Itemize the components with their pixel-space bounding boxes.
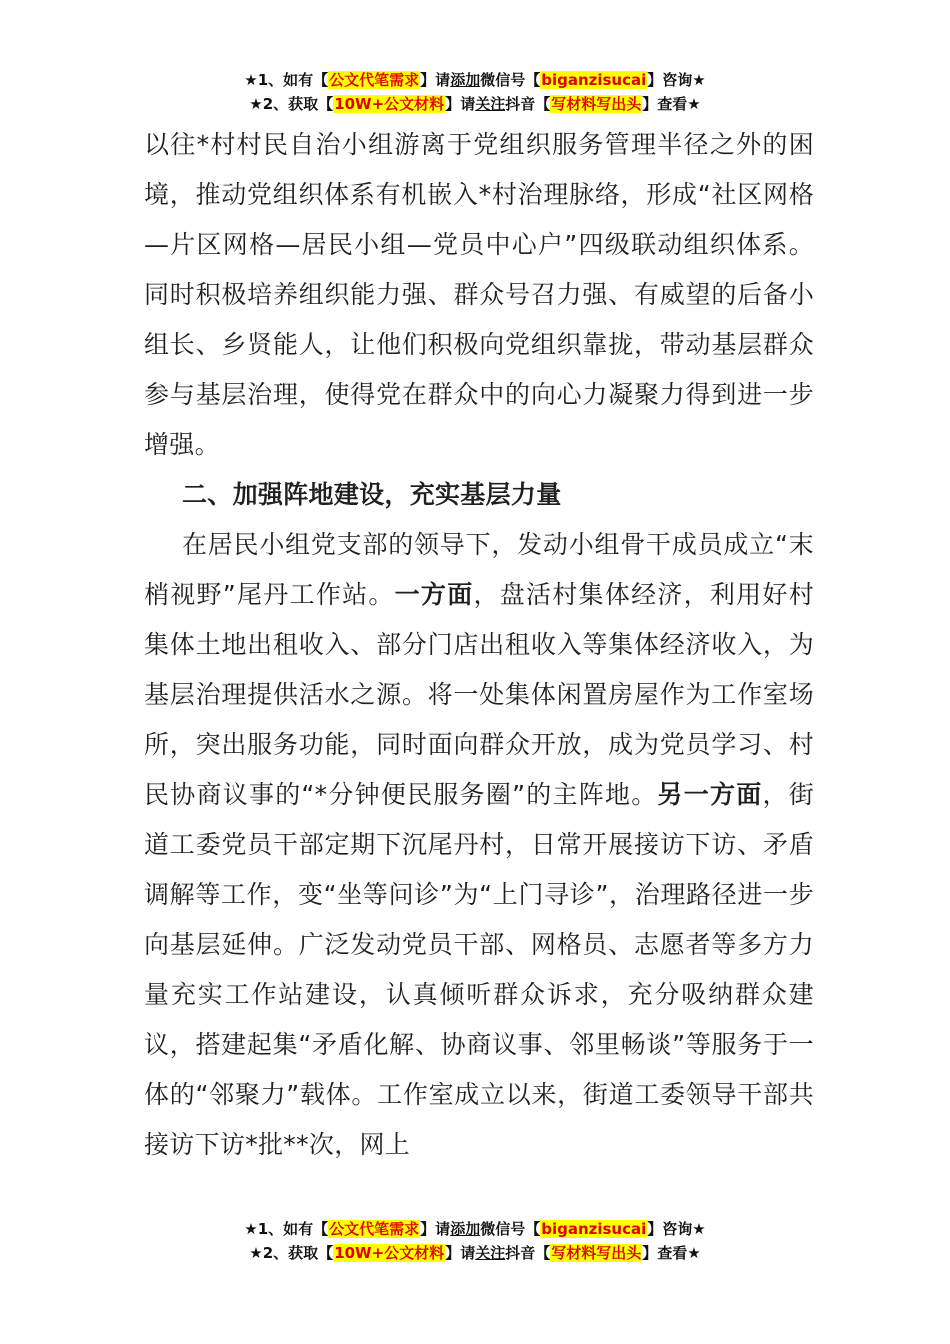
banner-highlight-materials: 10W+公文材料 (334, 95, 445, 113)
banner-text: ★2、获取【 (249, 1244, 334, 1262)
banner-line-1 (0, 68, 950, 92)
banner-text: 】咨询★ (647, 1220, 706, 1238)
banner-text: 】请 (420, 71, 451, 89)
banner-highlight-materials: 10W+公文材料 (334, 1244, 445, 1262)
banner-highlight-wechat-id: biganzisucai (541, 1220, 647, 1238)
banner-highlight-service: 公文代笔需求 (329, 71, 420, 89)
banner-line-2 (0, 1241, 950, 1265)
document-body (144, 120, 814, 1170)
banner-text: 抖音【 (505, 95, 551, 113)
banner-highlight-wechat-id: biganzisucai (541, 71, 647, 89)
header-banner (0, 68, 950, 116)
paragraph-text: ，盘活村集体经济，利用好村集体土地出租收入、部分门店出租收入等集体经济收入，为基层治理提供活水之源。将一处集体闲置房屋作为工作室场所，突出服务功能，同时面向群众开放，成为党员学习、村民协商议事的“*分钟便民服务圈”的主阵地。 (144, 580, 815, 809)
banner-text: 】查看★ (642, 1244, 701, 1262)
banner-text: 】请 (445, 95, 476, 113)
banner-emphasis: 关注 (475, 95, 506, 113)
banner-highlight-douyin-id: 写材料写出头 (551, 1244, 642, 1262)
banner-text: 微信号【 (480, 1220, 541, 1238)
banner-text: 】请 (420, 1220, 451, 1238)
banner-text: 】咨询★ (647, 71, 706, 89)
section-heading: 二、加强阵地建设，充实基层力量 (182, 480, 562, 509)
paragraph-text: ，街道工委党员干部定期下沉尾丹村，日常开展接访下访、矛盾调解等工作，变“坐等问诊”为“上门寻诊”，治理路径进一步向基层延伸。广泛发动党员干部、网格员、志愿者等多方力量充实工作站建设，认真倾听群众诉求，充分吸纳群众建议，搭建起集“矛盾化解、协商议事、邻里畅谈”等服务于一体的“邻聚力”载体。工作室成立以来，街道工委领导干部共接访下访*批**次，网上 (144, 780, 814, 1159)
banner-text: ★1、如有【 (244, 71, 329, 89)
banner-emphasis: 添加 (450, 1220, 481, 1238)
paragraph-1: 以往*村村民自治小组游离于党组织服务管理半径之外的困境，推动党组织体系有机嵌入*村治理脉络，形成“社区网格—片区网格—居民小组—党员中心户”四级联动组织体系。同时积极培养组织能力强、群众号召力强、有威望的后备小组长、乡贤能人，让他们积极向党组织靠拢，带动基层群众参与基层治理，使得党在群众中的向心力凝聚力得到进一步增强。 (144, 130, 814, 459)
bold-phrase: 一方面 (394, 580, 474, 609)
banner-highlight-douyin-id: 写材料写出头 (551, 95, 642, 113)
banner-emphasis: 添加 (450, 71, 481, 89)
banner-text: 微信号【 (480, 71, 541, 89)
banner-text: ★1、如有【 (244, 1220, 329, 1238)
footer-banner (0, 1217, 950, 1265)
bold-phrase: 另一方面 (657, 780, 763, 809)
banner-emphasis: 关注 (475, 1244, 506, 1262)
banner-line-1 (0, 1217, 950, 1241)
banner-text: 】请 (445, 1244, 476, 1262)
banner-line-2 (0, 92, 950, 116)
paragraph-text: 在居民小组党支部的领导下，发动小组骨干成员成立“末梢视野”尾丹工作站。 (144, 530, 814, 609)
banner-text: 抖音【 (505, 1244, 551, 1262)
banner-highlight-service: 公文代笔需求 (329, 1220, 420, 1238)
banner-text: 】查看★ (642, 95, 701, 113)
paragraph-2 (144, 520, 814, 1170)
banner-text: ★2、获取【 (249, 95, 334, 113)
